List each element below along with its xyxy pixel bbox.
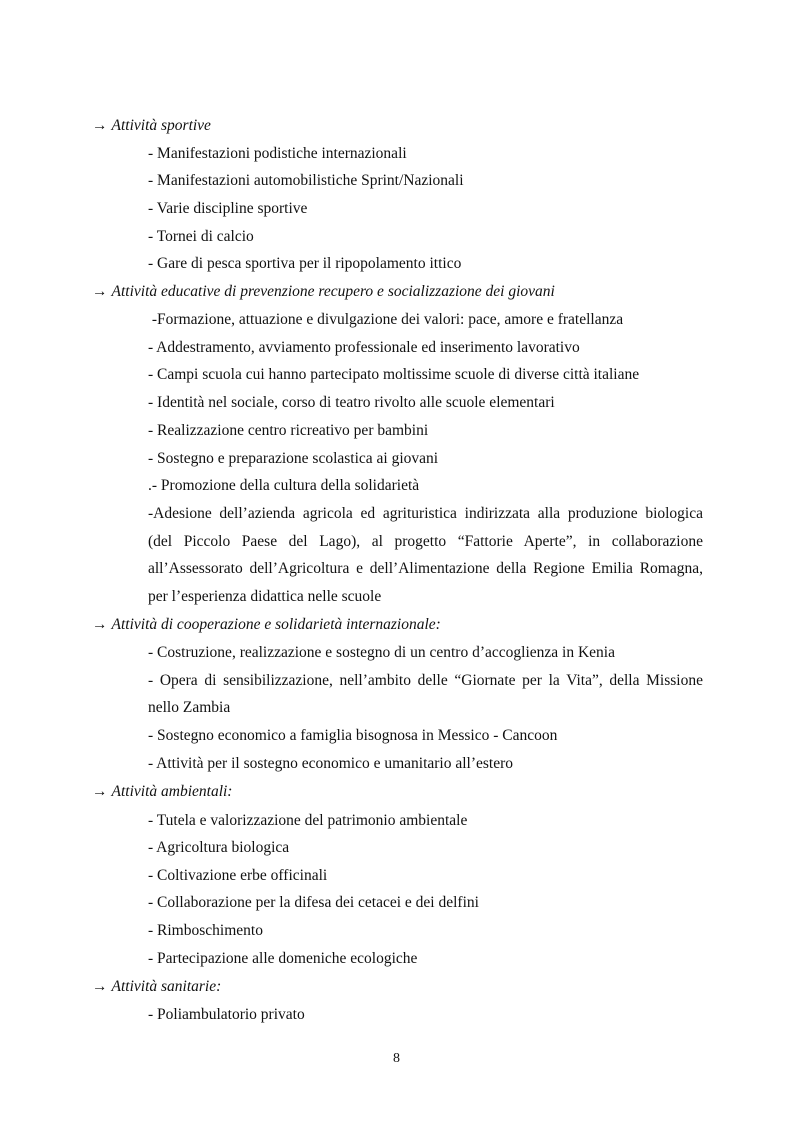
arrow-right-icon: → (92, 283, 108, 300)
section-heading: → Attività ambientali: (92, 783, 233, 800)
arrow-right-icon: → (92, 117, 108, 134)
list-item: - Manifestazioni automobilistiche Sprint/Nazionali (148, 172, 464, 189)
list-item: - Varie discipline sportive (148, 200, 308, 217)
list-item: - Addestramento, avviamento professionale ed inserimento lavorativo (148, 339, 580, 356)
section-heading: → Attività di cooperazione e solidarietà internazionale: (92, 616, 441, 633)
list-item: - Opera di sensibilizzazione, nell’ambito delle “Giornate per la Vita”, della Missione (148, 672, 703, 689)
arrow-right-icon: → (92, 978, 108, 995)
list-item: - Identità nel sociale, corso di teatro rivolto alle scuole elementari (148, 394, 555, 411)
list-item: - Attività per il sostegno economico e umanitario all’estero (148, 755, 514, 772)
paragraph-line: -Adesione dell’azienda agricola ed agrituristica indirizzata alla produzione biologica (148, 505, 703, 522)
list-item: - Sostegno e preparazione scolastica ai giovani (148, 450, 439, 467)
list-item: - Partecipazione alle domeniche ecologiche (148, 950, 418, 967)
list-item: - Rimboschimento (148, 922, 263, 939)
section-heading: → Attività sportive (92, 117, 211, 134)
list-item-continuation: nello Zambia (148, 699, 231, 716)
list-item: - Tutela e valorizzazione del patrimonio ambientale (148, 812, 468, 829)
page-number: 8 (393, 1051, 400, 1066)
list-item: - Sostegno economico a famiglia bisognosa in Messico - Cancoon (148, 727, 558, 744)
list-item: .- Promozione della cultura della solidarietà (148, 477, 420, 494)
list-item: - Collaborazione per la difesa dei cetacei e dei delfini (148, 894, 479, 911)
list-item: - Tornei di calcio (148, 228, 254, 245)
list-item: -Formazione, attuazione e divulgazione dei valori: pace, amore e fratellanza (148, 311, 624, 328)
list-item: - Campi scuola cui hanno partecipato moltissime scuole di diverse città italiane (148, 366, 640, 383)
section-heading: → Attività educative di prevenzione recupero e socializzazione dei giovani (92, 283, 555, 300)
section-heading: → Attività sanitarie: (92, 978, 222, 995)
list-item: - Realizzazione centro ricreativo per bambini (148, 422, 429, 439)
list-item: - Manifestazioni podistiche internazionali (148, 145, 407, 162)
arrow-right-icon: → (92, 616, 108, 633)
paragraph-line: all’Assessorato dell’Agricoltura e dell’Alimentazione della Regione Emilia Romagna, (148, 560, 703, 577)
list-item: - Coltivazione erbe officinali (148, 867, 328, 884)
arrow-right-icon: → (92, 783, 108, 800)
paragraph-line: per l’esperienza didattica nelle scuole (148, 588, 382, 605)
paragraph-line: (del Piccolo Paese del Lago), al progetto “Fattorie Aperte”, in collaborazione (148, 533, 703, 550)
list-item: - Gare di pesca sportiva per il ripopolamento ittico (148, 255, 462, 272)
list-item: - Poliambulatorio privato (148, 1006, 305, 1023)
list-item: - Costruzione, realizzazione e sostegno di un centro d’accoglienza in Kenia (148, 644, 615, 661)
list-item: - Agricoltura biologica (148, 839, 290, 856)
